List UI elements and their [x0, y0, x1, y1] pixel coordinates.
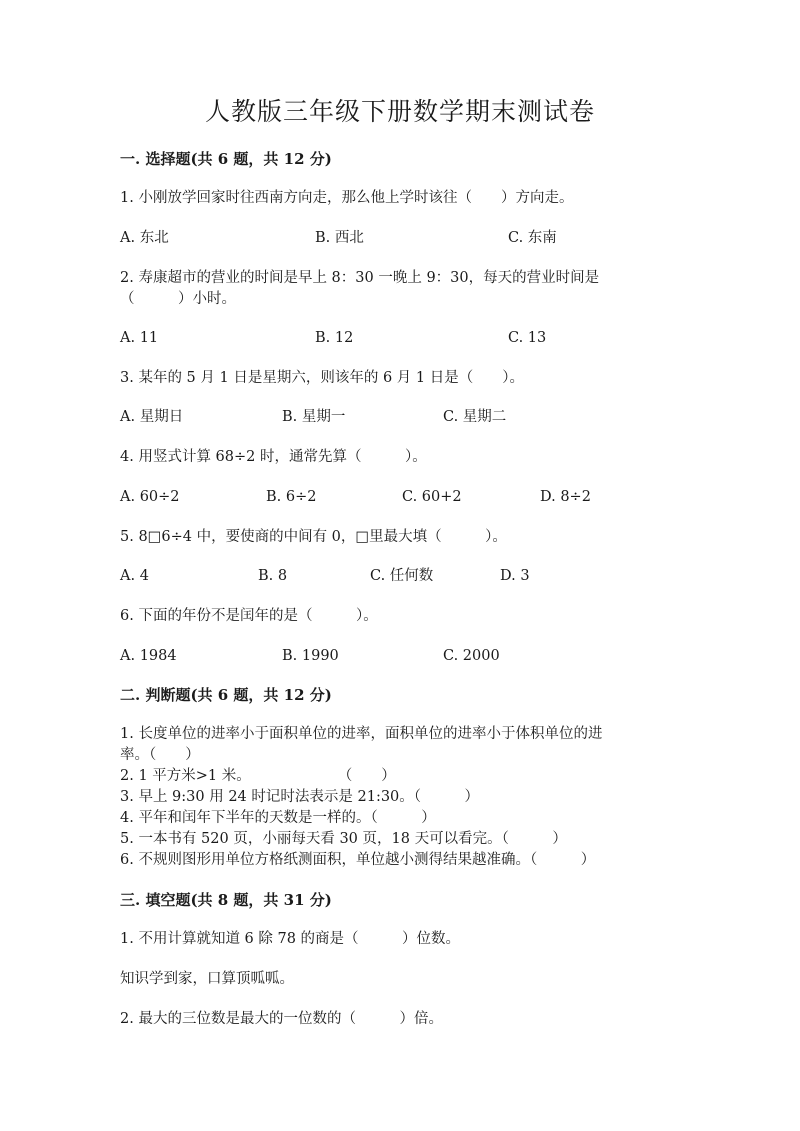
option-a: A. 东北	[120, 230, 169, 246]
option-a: A. 4	[120, 568, 149, 584]
statement-text: 3. 早上 9:30 用 24 时记时法表示是 21:30。（ ）	[120, 789, 480, 805]
option-c: C. 2000	[443, 648, 500, 664]
option-a: A. 星期日	[120, 409, 184, 425]
fill-question-text: 1. 不用计算就知道 6 除 78 的商是（ ）位数。	[120, 931, 461, 947]
question-text: 3. 某年的 5 月 1 日是星期六，则该年的 6 月 1 日是（ ）。	[120, 370, 524, 386]
question-text: 5. 8□6÷4 中，要使商的中间有 0，□里最大填（ ）。	[120, 529, 507, 545]
statement-text: 4. 平年和闰年下半年的天数是一样的。（ ）	[120, 810, 436, 826]
question-text: 2. 寿康超市的营业的时间是早上 8：30 一晚上 9：30，每天的营业时间是	[120, 270, 600, 286]
section-heading-fill-blank: 三. 填空题(共 8 题，共 31 分)	[120, 891, 332, 909]
option-b: B. 1990	[282, 648, 339, 664]
statement-text: 1. 长度单位的进率小于面积单位的进率，面积单位的进率小于体积单位的进	[120, 726, 603, 742]
question-text-continued: （ ）小时。	[120, 291, 236, 307]
option-d: D. 3	[500, 568, 530, 584]
question-text: 4. 用竖式计算 68÷2 时，通常先算（ ）。	[120, 449, 427, 465]
option-b: B. 西北	[315, 230, 364, 246]
option-b: B. 星期一	[282, 409, 346, 425]
statement-text: 5. 一本书有 520 页，小丽每天看 30 页，18 天可以看完。（ ）	[120, 831, 567, 847]
note-text: 知识学到家，口算顶呱呱。	[120, 971, 294, 987]
statement-text: 2. 1 平方米>1 米。 （ ）	[120, 768, 396, 784]
option-c: C. 星期二	[443, 409, 507, 425]
section-heading-judgement: 二. 判断题(共 6 题，共 12 分)	[120, 686, 332, 704]
question-text: 1. 小刚放学回家时往西南方向走，那么他上学时该往（ ）方向走。	[120, 190, 574, 206]
option-b: B. 8	[258, 568, 288, 584]
page-title: 人教版三年级下册数学期末测试卷	[204, 97, 595, 126]
option-b: B. 6÷2	[266, 489, 317, 505]
question-text: 6. 下面的年份不是闰年的是（ ）。	[120, 608, 378, 624]
option-c: C. 东南	[508, 230, 557, 246]
option-a: A. 11	[120, 330, 159, 346]
statement-text: 6. 不规则图形用单位方格纸测面积，单位越小测得结果越准确。（ ）	[120, 852, 596, 868]
option-a: A. 60÷2	[120, 489, 180, 505]
option-d: D. 8÷2	[540, 489, 591, 505]
section-heading-choice: 一. 选择题(共 6 题，共 12 分)	[120, 150, 332, 168]
option-c: C. 60+2	[402, 489, 462, 505]
option-c: C. 13	[508, 330, 547, 346]
fill-question-text: 2. 最大的三位数是最大的一位数的（ ）倍。	[120, 1011, 443, 1027]
option-b: B. 12	[315, 330, 354, 346]
option-c: C. 任何数	[370, 568, 434, 584]
statement-text-continued: 率。（ ）	[120, 747, 200, 763]
option-a: A. 1984	[120, 648, 177, 664]
